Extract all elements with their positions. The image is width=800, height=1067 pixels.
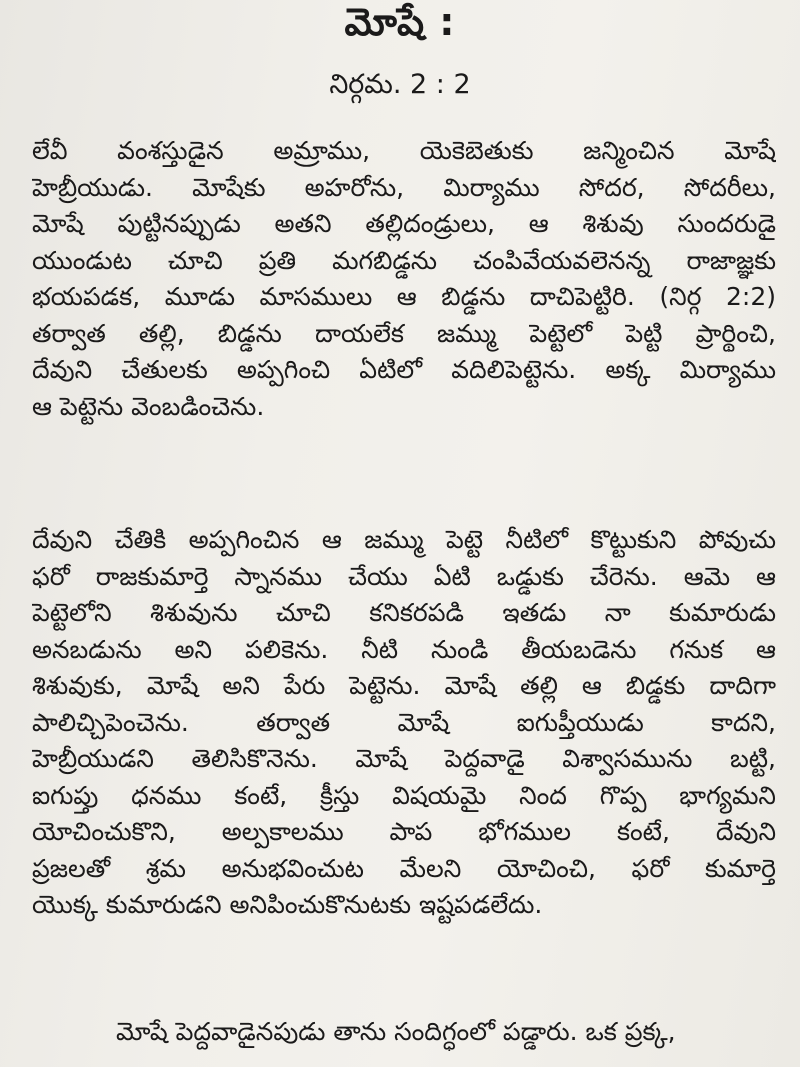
- scripture-reference: నిర్గమ. 2 : 2: [329, 69, 471, 100]
- text-line: హెబ్రీయుడు. మోషేకు అహరోను, మిర్యాము సోదర, సోదరీలు,: [32, 172, 776, 202]
- page-title: మోషే :: [344, 0, 456, 44]
- text-line: ఆ పెట్టెను వెంబడించెను.: [32, 391, 265, 421]
- text-line: దేవుని చేతులకు అప్పగించి ఏటిలో వదిలిపెట్టెను. అక్క మిర్యాము: [32, 355, 776, 384]
- text-line: మోషే పుట్టినప్పుడు అతని తల్లిదండ్రులు, ఆ శిశువు సుందరుడై: [32, 209, 776, 238]
- text-line: ఫరో రాజకుమార్తె స్నానము చేయు ఏటి ఒడ్డుకు చేరెను. ఆమె ఆ: [32, 561, 776, 591]
- text-line: పెట్టెలోని శిశువును చూచి కనికరపడి ఇతడు నా కుమారుడు: [32, 598, 776, 627]
- text-line: ప్రజలతో శ్రమ అనుభవించుట మేలని యోచించి, ఫరో కుమార్తె: [32, 853, 776, 883]
- text-line: దేవుని చేతికి అప్పగించిన ఆ జమ్ము పెట్టె నీటిలో కొట్టుకుని పోవుచు: [32, 525, 776, 554]
- text-line: లేవీ వంశస్తుడైన అమ్రాము, యెకెబెతుకు జన్మించిన మోషే: [32, 136, 776, 165]
- text-line: యోచించుకొని, అల్పకాలము పాప భోగముల కంటే, దేవుని: [32, 817, 776, 846]
- text-line: యుండుట చూచి ప్రతి మగబిడ్డను చంపివేయవలెనన్న రాజాజ్ఞకు: [32, 245, 776, 275]
- text-line: అనబడును అని పలికెను. నీటి నుండి తీయబడెను గనుక ఆ: [32, 634, 776, 664]
- text-line: పాలిచ్చిపెంచెను. తర్వాత మోషే ఐగుప్తీయుడు కాదని,: [32, 707, 776, 737]
- text-line: హెబ్రీయుడని తెలిసికొనెను. మోషే పెద్దవాడై విశ్వాసమును బట్టి,: [32, 744, 776, 773]
- paragraph-2: [32, 522, 776, 924]
- text-line: ఐగుప్తు ధనము కంటే, క్రీస్తు విషయమై నింద గొప్ప భాగ్యమని: [32, 780, 776, 810]
- text-line: భయపడక, మూడు మాసములు ఆ బిడ్డను దాచిపెట్టిరి. (నిర్గ 2:2): [32, 282, 776, 311]
- text-line: శిశువుకు, మోషే అని పేరు పెట్టెను. మోషే తల్లి ఆ బిడ్డకు దాదిగా: [32, 671, 776, 700]
- paragraph-1: [32, 133, 776, 425]
- text-line: యొక్క కుమారుడని అనిపించుకొనుటకు ఇష్టపడలేదు.: [32, 890, 543, 919]
- text-line: తర్వాత తల్లి, బిడ్డను దాయలేక జమ్ము పెట్టెలో పెట్టి ప్రార్థించి,: [32, 318, 776, 348]
- paragraph-3: [32, 1014, 776, 1051]
- text-line: మోషే పెద్దవాడైనపుడు తాను సందిగ్ధంలో పడ్డారు. ఒక ప్రక్క,: [116, 1017, 676, 1046]
